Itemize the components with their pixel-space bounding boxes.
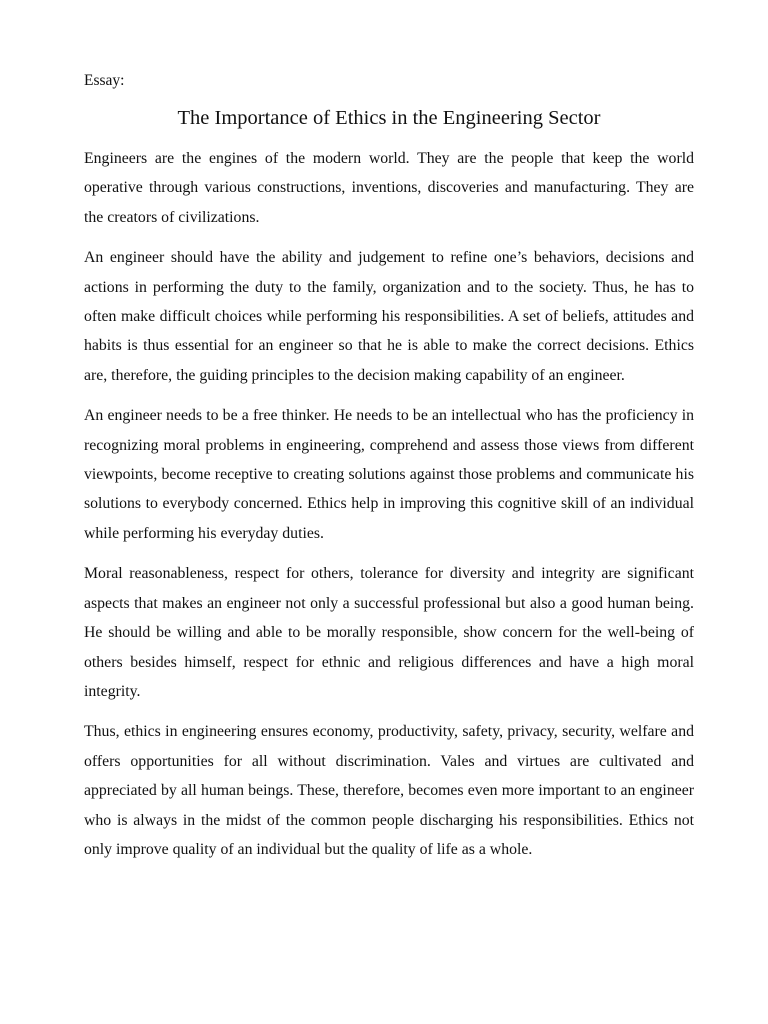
paragraph-2: An engineer should have the ability and judgement to refine one’s behaviors, decisions and actions in performing the duty to the family, organization and to the society. Thus, he has to often make difficult choices while performing his responsibilities. A set of beliefs, attitudes and habits is thus essential for an engineer so that he is able to make the correct decisions. Ethics are, therefore, the guiding principles to the decision making capability of an engineer. — [84, 249, 694, 384]
document-page — [84, 70, 694, 875]
paragraph-5: Thus, ethics in engineering ensures economy, productivity, safety, privacy, security, welfare and offers opportunities for all without discrimination. Vales and virtues are cultivated and appreciated by all human beings. These, therefore, becomes even more important to an engineer who is always in the midst of the common people discharging his responsibilities. Ethics not only improve quality of an individual but the quality of life as a whole. — [84, 723, 694, 858]
paragraph-4: Moral reasonableness, respect for others, tolerance for diversity and integrity are significant aspects that makes an engineer not only a successful professional but also a good human being. He should be willing and able to be morally responsible, show concern for the well-being of others besides himself, respect for ethnic and religious differences and have a high moral integrity. — [84, 565, 694, 700]
paragraph-1: Engineers are the engines of the modern world. They are the people that keep the world operative through various constructions, inventions, discoveries and manufacturing. They are the creators of civilizations. — [84, 150, 694, 226]
paragraph-3: An engineer needs to be a free thinker. He needs to be an intellectual who has the proficiency in recognizing moral problems in engineering, comprehend and assess those views from different viewpoints, become receptive to creating solutions against those problems and communicate his solutions to everybody concerned. Ethics help in improving this cognitive skill of an individual while performing his everyday duties. — [84, 407, 694, 542]
essay-title: The Importance of Ethics in the Engineering Sector — [177, 107, 601, 129]
essay-label: Essay: — [84, 72, 125, 89]
